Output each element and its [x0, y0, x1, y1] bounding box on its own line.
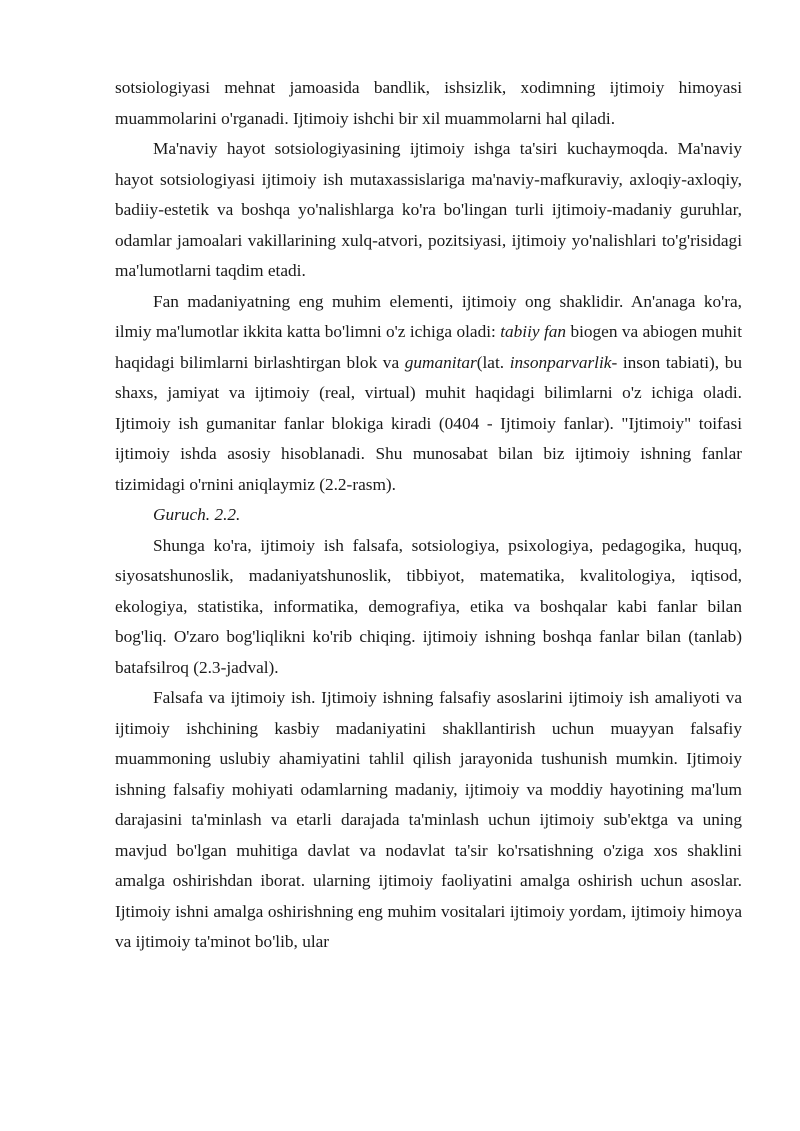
- text-segment: (lat.: [476, 352, 510, 372]
- text-segment: Fan madaniyatning eng muhim elementi, ijtimoiy ong shaklidir. An'anaga ko'ra, ilmiy ma'lumotlar ikkita katta bo'limni o'z ichiga oladi:: [115, 291, 742, 341]
- paragraph-p5: [115, 531, 742, 684]
- text-segment: sotsiologiyasi mehnat jamoasida bandlik, ishsizlik, xodimning ijtimoiy himoyasi muammolarini o'rganadi. Ijtimoiy ishchi bir xil muammolarni hal qiladi.: [115, 78, 742, 128]
- text-segment: inson tabiati), bu shaxs, jamiyat va ijtimoiy (real, virtual) muhit haqidagi bilimlarni o'z ichiga oladi. Ijtimoiy ish gumanitar fanlar blokiga kiradi (0404 - Ijtimoiy fanlar). "Ijtimoiy" toifasi ijtimoiy ishda asosiy hisoblanadi. Shu munosabat bilan biz ijtimoiy ishning fanlar tizimidagi o'rnini aniqlaymiz (2.2-rasm).: [115, 352, 743, 494]
- paragraph-p2: [115, 134, 742, 287]
- italic-text-segment: Guruch. 2.2.: [153, 505, 241, 524]
- text-segment: Ma'naviy hayot sotsiologiyasining ijtimoiy ishga ta'siri kuchaymoqda. Ma'naviy hayot sotsiologiyasi ijtimoiy ish mutaxassislariga ma'naviy-mafkuraviy, axloqiy-axloqiy, badiiy-estetik va boshqa yo'nalishlarga ko'ra bo'lingan turli ijtimoiy-madaniy guruhlar, odamlar jamoalari vakillarining xulq-atvori, pozitsiyasi, ijtimoiy yo'nalishlari to'g'risidagi ma'lumotlarni taqdim etadi.: [115, 139, 742, 280]
- paragraph-p1: [115, 73, 742, 134]
- text-segment: Falsafa va ijtimoiy ish. Ijtimoiy ishning falsafiy asoslarini ijtimoiy ish amaliyoti va ijtimoiy ishchining kasbiy madaniyatini shakllantirish uchun muayyan falsafiy muammoning uslubiy ahamiyatini tahlil qilish jarayonida tushunish mumkin. Ijtimoiy ishning falsafiy mohiyati odamlarning madaniy, ijtimoiy va moddiy hayotining ma'lum darajasini ta'minlash va etarli darajada ta'minlash uchun ijtimoiy sub'ektga va uning mavjud bo'lgan muhitiga davlat va nodavlat ta'sir ko'rsatishning o'ziga xos shaklini amalga oshirishdan iborat. ularning ijtimoiy faoliyatini amalga oshirish uchun asoslar. Ijtimoiy ishni amalga oshirishning eng muhim vositalari ijtimoiy yordam, ijtimoiy himoya va ijtimoiy ta'minot bo'lib, ular: [115, 688, 742, 951]
- paragraph-p3: [115, 287, 742, 501]
- italic-text-segment: insonparvarlik-: [509, 352, 618, 372]
- body-text: [115, 73, 742, 958]
- italic-text-segment: gumanitar: [404, 352, 477, 372]
- paragraph-p6: [115, 683, 742, 958]
- italic-text-segment: tabiiy fan: [500, 322, 567, 341]
- figure-caption: [115, 500, 742, 531]
- text-segment: Shunga ko'ra, ijtimoiy ish falsafa, sotsiologiya, psixologiya, pedagogika, huquq, siyosatshunoslik, madaniyatshunoslik, tibbiyot, matematika, kvalitologiya, iqtisod, ekologiya, statistika, informatika, demografiya, etika va boshqalar kabi fanlar bilan bog'liq. O'zaro bog'liqlikni ko'rib chiqing. ijtimoiy ishning boshqa fanlar bilan (tanlab) batafsilroq (2.3-jadval).: [115, 535, 742, 677]
- text-segment: biogen va abiogen muhit haqidagi bilimlarni birlashtirgan blok va: [115, 322, 743, 372]
